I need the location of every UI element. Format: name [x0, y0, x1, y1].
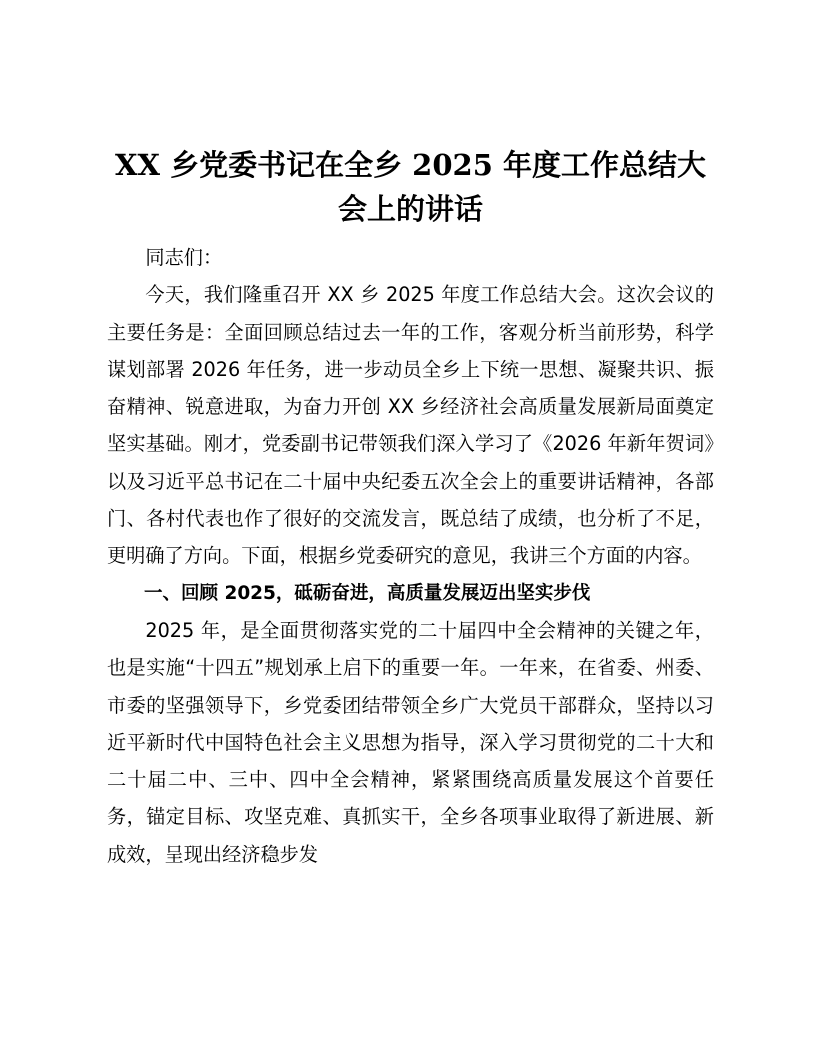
paragraph-intro: 今天，我们隆重召开 XX 乡 2025 年度工作总结大会。这次会议的主要任务是：全面回顾总结过去一年的工作，客观分析当前形势，科学谋划部署 2026 年任务，进一步动员全乡上下统一思想、凝聚共识、振奋精神、锐意进取，为奋力开创 XX 乡经济社会高质量发展新局面奠定坚实基础。刚才，党委副书记带领我们深入学习了《2026 年新年贺词》以及习近平总书记在二十届中央纪委五次全会上的重要讲话精神，各部门、各村代表也作了很好的交流发言，既总结了成绩，也分析了不足，更明确了方向。下面，根据乡党委研究的意见，我讲三个方面的内容。: [107, 283, 714, 568]
paragraph-section-one: 2025 年，是全面贯彻落实党的二十届四中全会精神的关键之年，也是实施“十四五”规划承上启下的重要一年。一年来，在省委、州委、市委的坚强领导下，乡党委团结带领全乡广大党员干部群众，坚持以习近平新时代中国特色社会主义思想为指导，深入学习贯彻党的二十大和二十届二中、三中、四中全会精神，紧紧围绕高质量发展这个首要任务，锚定目标、攻坚克难、真抓实干，全乡各项事业取得了新进展、新成效，呈现出经济稳步发: [107, 618, 714, 866]
salutation: 同志们：: [145, 246, 223, 269]
document-title: XX 乡党委书记在全乡 2025 年度工作总结大会上的讲话: [114, 148, 706, 226]
document-body: [107, 239, 714, 873]
document-content: [107, 143, 714, 873]
section-heading: 一、回顾 2025，砥砺奋进，高质量发展迈出坚实步伐: [144, 582, 591, 604]
